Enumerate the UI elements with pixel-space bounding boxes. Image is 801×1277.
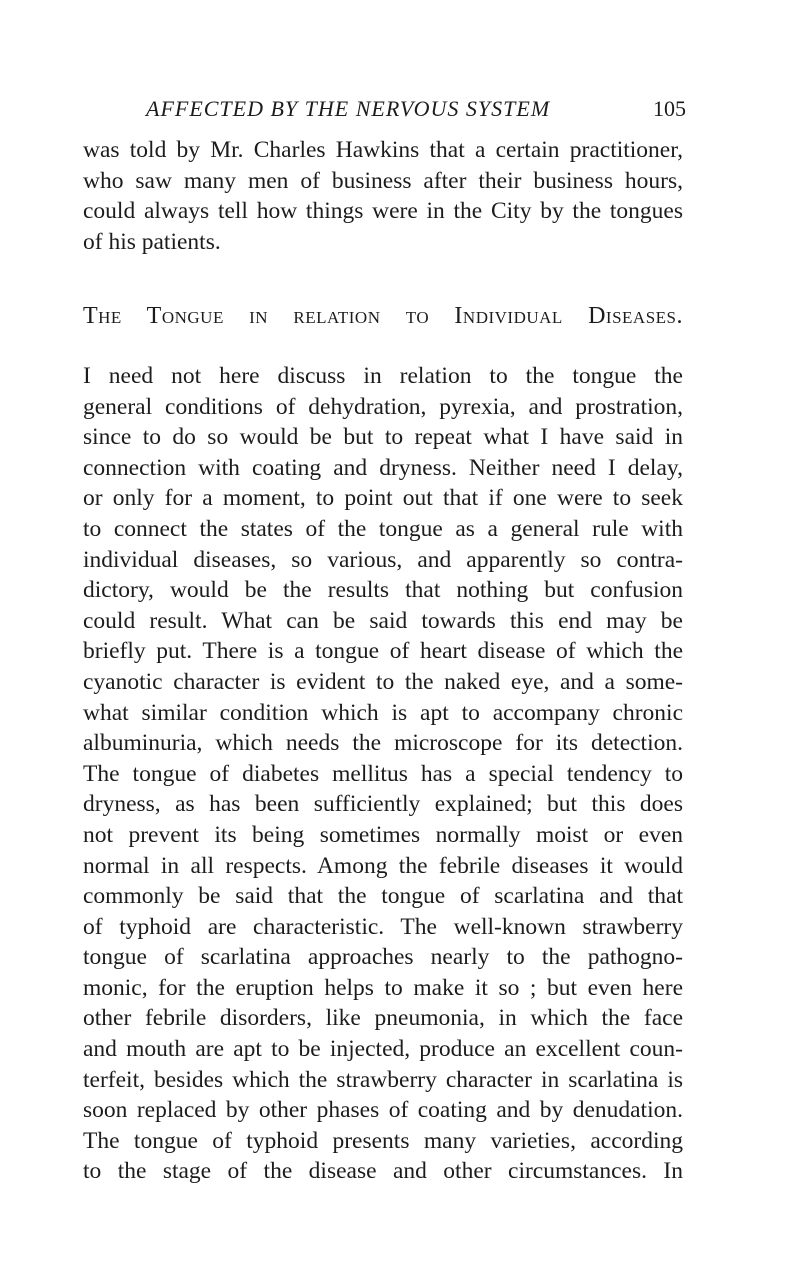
text-line: not prevent its being sometimes normally moist or even — [83, 821, 683, 848]
text-line: connection with coating and dryness. Neither need I delay, — [83, 454, 683, 481]
text-line: to the stage of the disease and other circumstances. In — [83, 1158, 683, 1185]
text-line: was told by Mr. Charles Hawkins that a certain practitioner, — [83, 137, 683, 163]
text-line: The tongue of diabetes mellitus has a special tendency to — [83, 760, 683, 787]
text-line: cyanotic character is evident to the naked eye, and a some- — [83, 668, 683, 695]
text-line: since to do so would be but to repeat what I have said in — [83, 424, 683, 451]
text-line: general conditions of dehydration, pyrexia, and prostration, — [83, 393, 683, 420]
running-head — [146, 96, 686, 126]
paragraph-2 — [83, 361, 683, 1187]
text-line: could always tell how things were in the City by the tongues — [83, 198, 683, 225]
running-head-title: AFFECTED BY THE NERVOUS SYSTEM — [146, 96, 551, 121]
text-line: dryness, as has been sufficiently explained; but this does — [83, 791, 683, 818]
text-line: monic, for the eruption helps to make it so ; but even here — [83, 974, 683, 1001]
text-line: of his patients. — [83, 228, 221, 255]
text-line: individual diseases, so various, and apparently so contra- — [83, 546, 683, 573]
text-line: who saw many men of business after their business hours, — [83, 167, 683, 194]
text-line: other febrile disorders, like pneumonia, in which the face — [83, 1005, 683, 1032]
page-number: 105 — [653, 96, 686, 121]
text-line: to connect the states of the tongue as a general rule with — [83, 515, 683, 542]
text-line: and mouth are apt to be injected, produce an excellent coun- — [83, 1036, 683, 1063]
text-line: could result. What can be said towards this end may be — [83, 607, 683, 634]
text-line: albuminuria, which needs the microscope for its detection. — [83, 730, 683, 757]
text-line: commonly be said that the tongue of scarlatina and that — [83, 883, 683, 910]
text-line: or only for a moment, to point out that if one were to seek — [83, 485, 683, 512]
text-line: of typhoid are characteristic. The well-known strawberry — [83, 913, 683, 940]
text-line: what similar condition which is apt to accompany chronic — [83, 699, 683, 726]
text-line: briefly put. There is a tongue of heart disease of which the — [83, 638, 683, 665]
text-line: dictory, would be the results that nothing but confusion — [83, 577, 683, 604]
text-line: I need not here discuss in relation to the tongue the — [83, 363, 683, 389]
section-heading: The Tongue in relation to Individual Diseases. — [83, 303, 683, 329]
text-line: terfeit, besides which the strawberry character in scarlatina is — [83, 1066, 683, 1093]
text-line: The tongue of typhoid presents many varieties, according — [83, 1127, 683, 1154]
text-line: soon replaced by other phases of coating and by denudation. — [83, 1097, 683, 1124]
text-line: normal in all respects. Among the febrile diseases it would — [83, 852, 683, 879]
text-line: tongue of scarlatina approaches nearly to the pathogno- — [83, 944, 683, 971]
paragraph-1 — [83, 135, 683, 257]
